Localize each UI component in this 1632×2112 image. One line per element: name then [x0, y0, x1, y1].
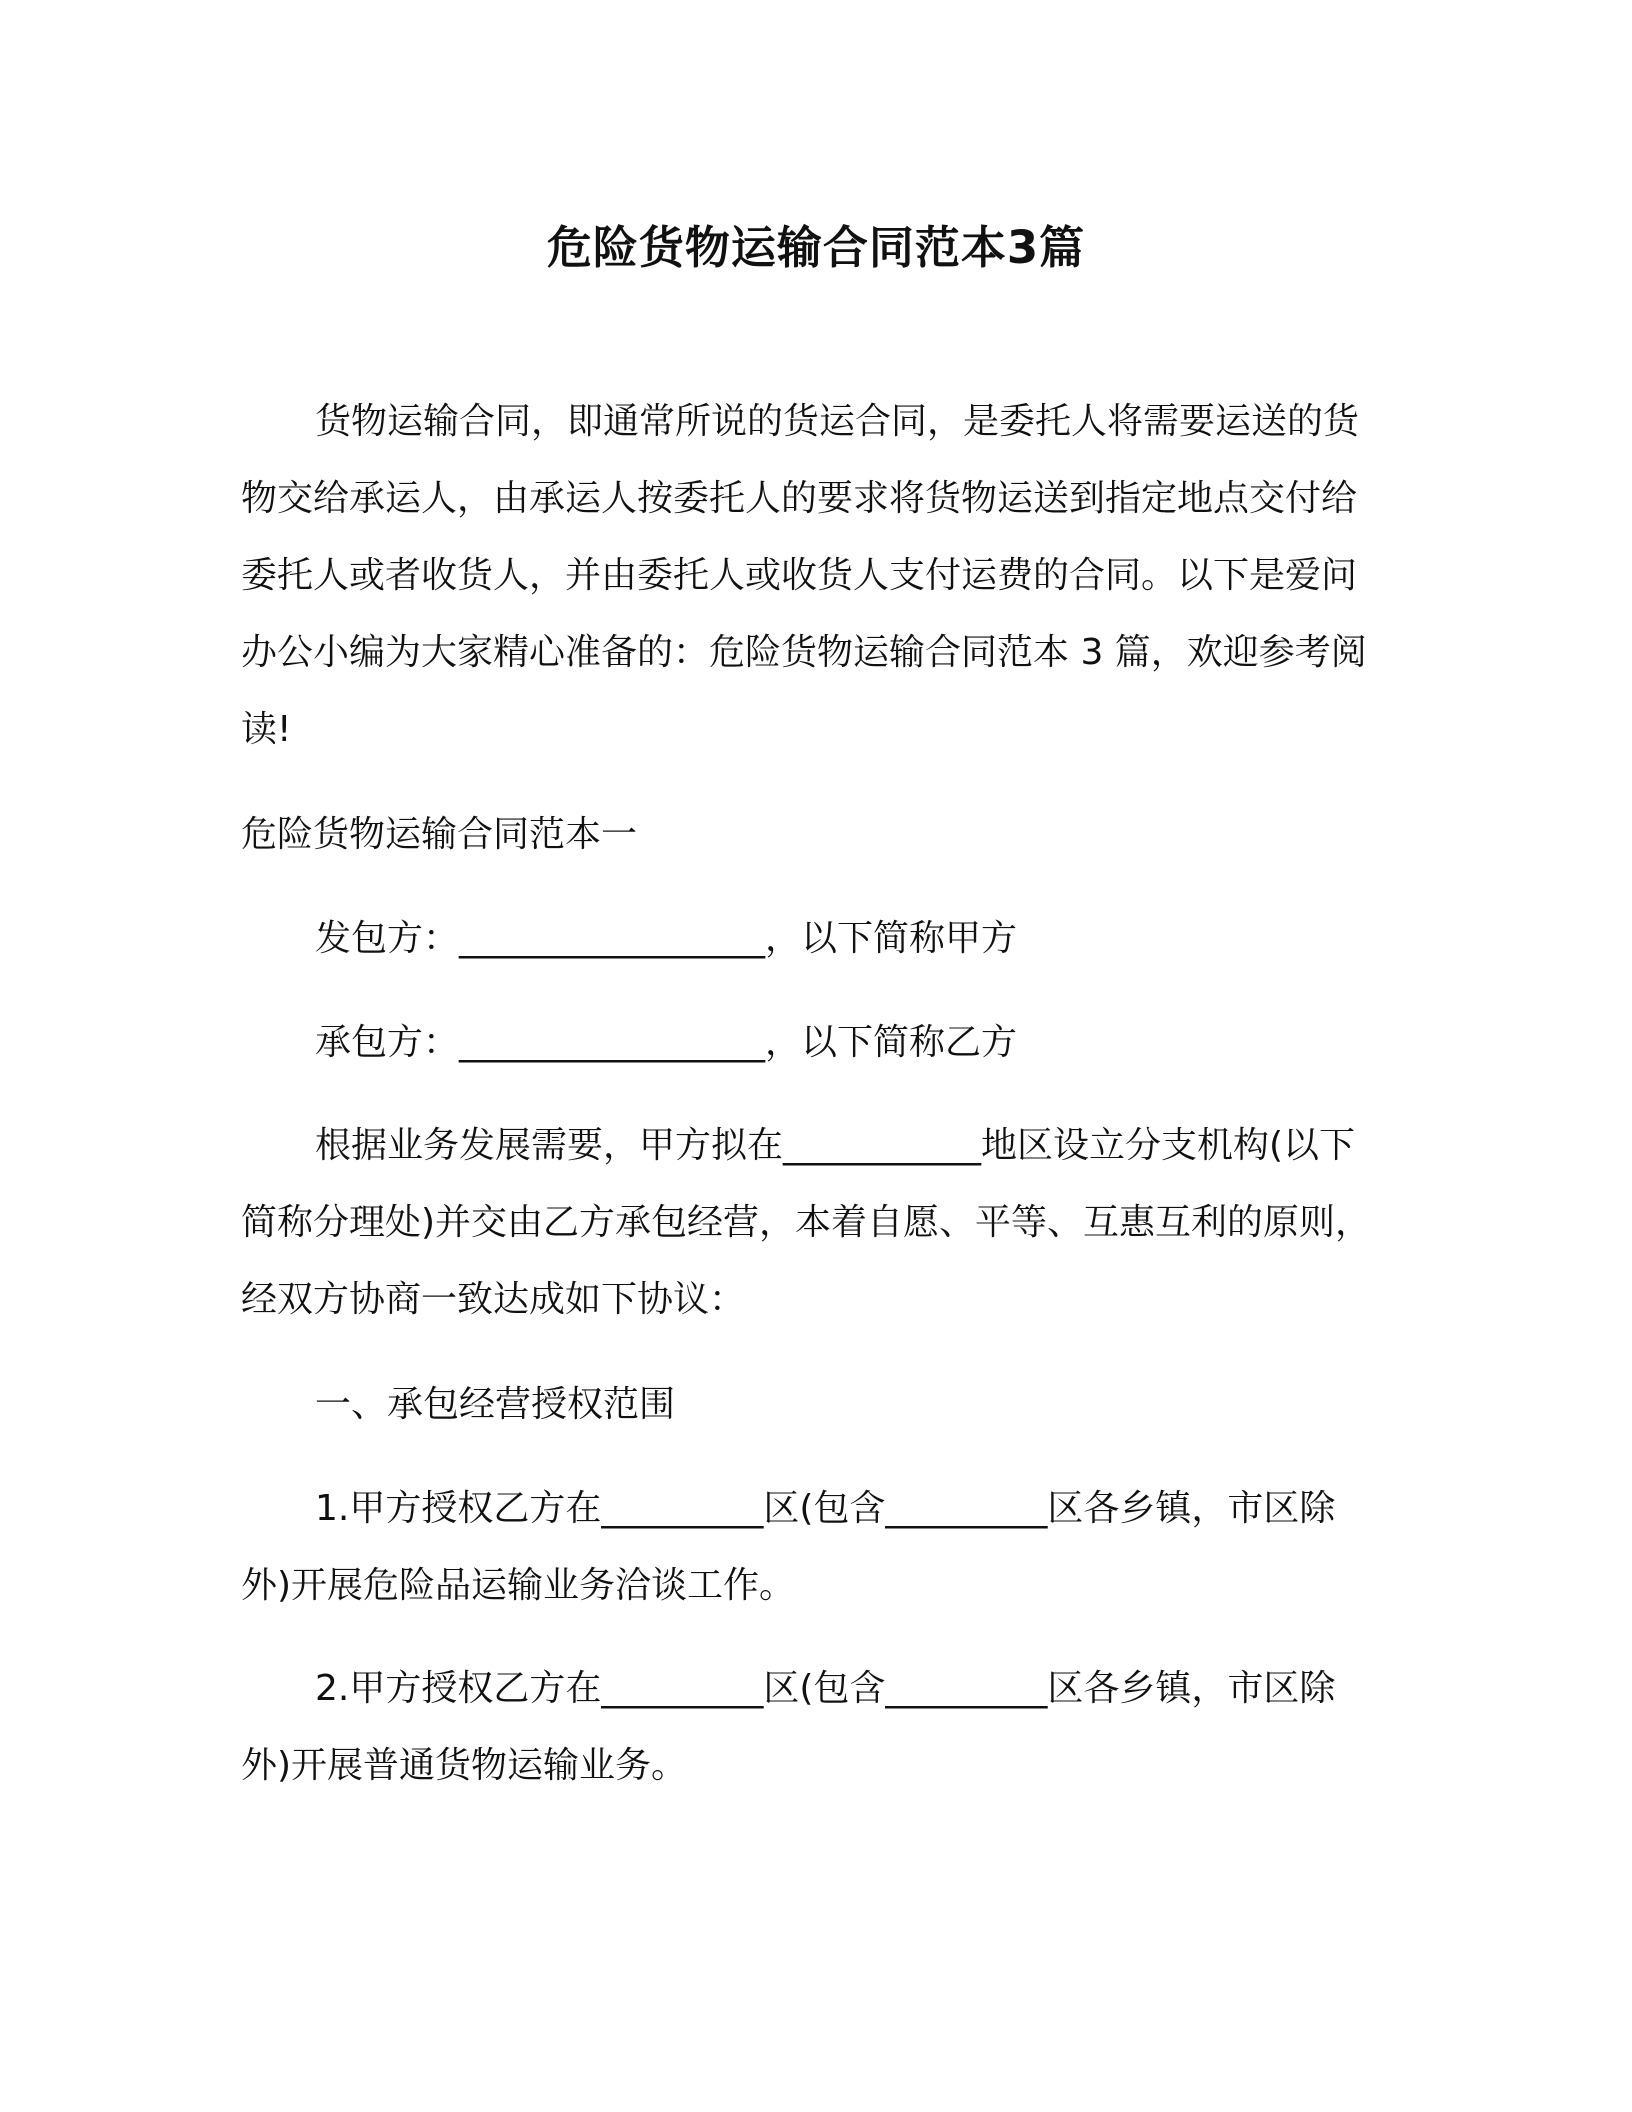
clause-item-1: 1.甲方授权乙方在_________区(包含_________区各乡镇，市区除外)开展危险品运输业务洽谈工作。	[241, 1488, 1336, 1606]
intro-paragraph: 货物运输合同，即通常所说的货运合同，是委托人将需要运送的货物交给承运人，由承运人按委托人的要求将货物运送到指定地点交付给委托人或者收货人，并由委托人或收货人支付运费的合同。以下是爱问办公小编为大家精心准备的：危险货物运输合同范本 3 篇，欢迎参考阅读!	[241, 401, 1367, 750]
contract-subtitle: 危险货物运输合同范本一	[241, 814, 638, 855]
section-1-heading: 一、承包经营授权范围	[315, 1384, 676, 1425]
party-b-line: 承包方：_________________，以下简称乙方	[315, 1022, 1018, 1063]
party-a-line: 发包方：_________________，以下简称甲方	[315, 918, 1018, 959]
document-title: 危险货物运输合同范本3篇	[546, 221, 1086, 274]
basis-paragraph: 根据业务发展需要，甲方拟在___________地区设立分支机构(以下简称分理处)并交由乙方承包经营，本着自愿、平等、互惠互利的原则，经双方协商一致达成如下协议：	[241, 1125, 1372, 1320]
clause-item-2: 2.甲方授权乙方在_________区(包含_________区各乡镇，市区除外)开展普通货物运输业务。	[241, 1668, 1336, 1786]
